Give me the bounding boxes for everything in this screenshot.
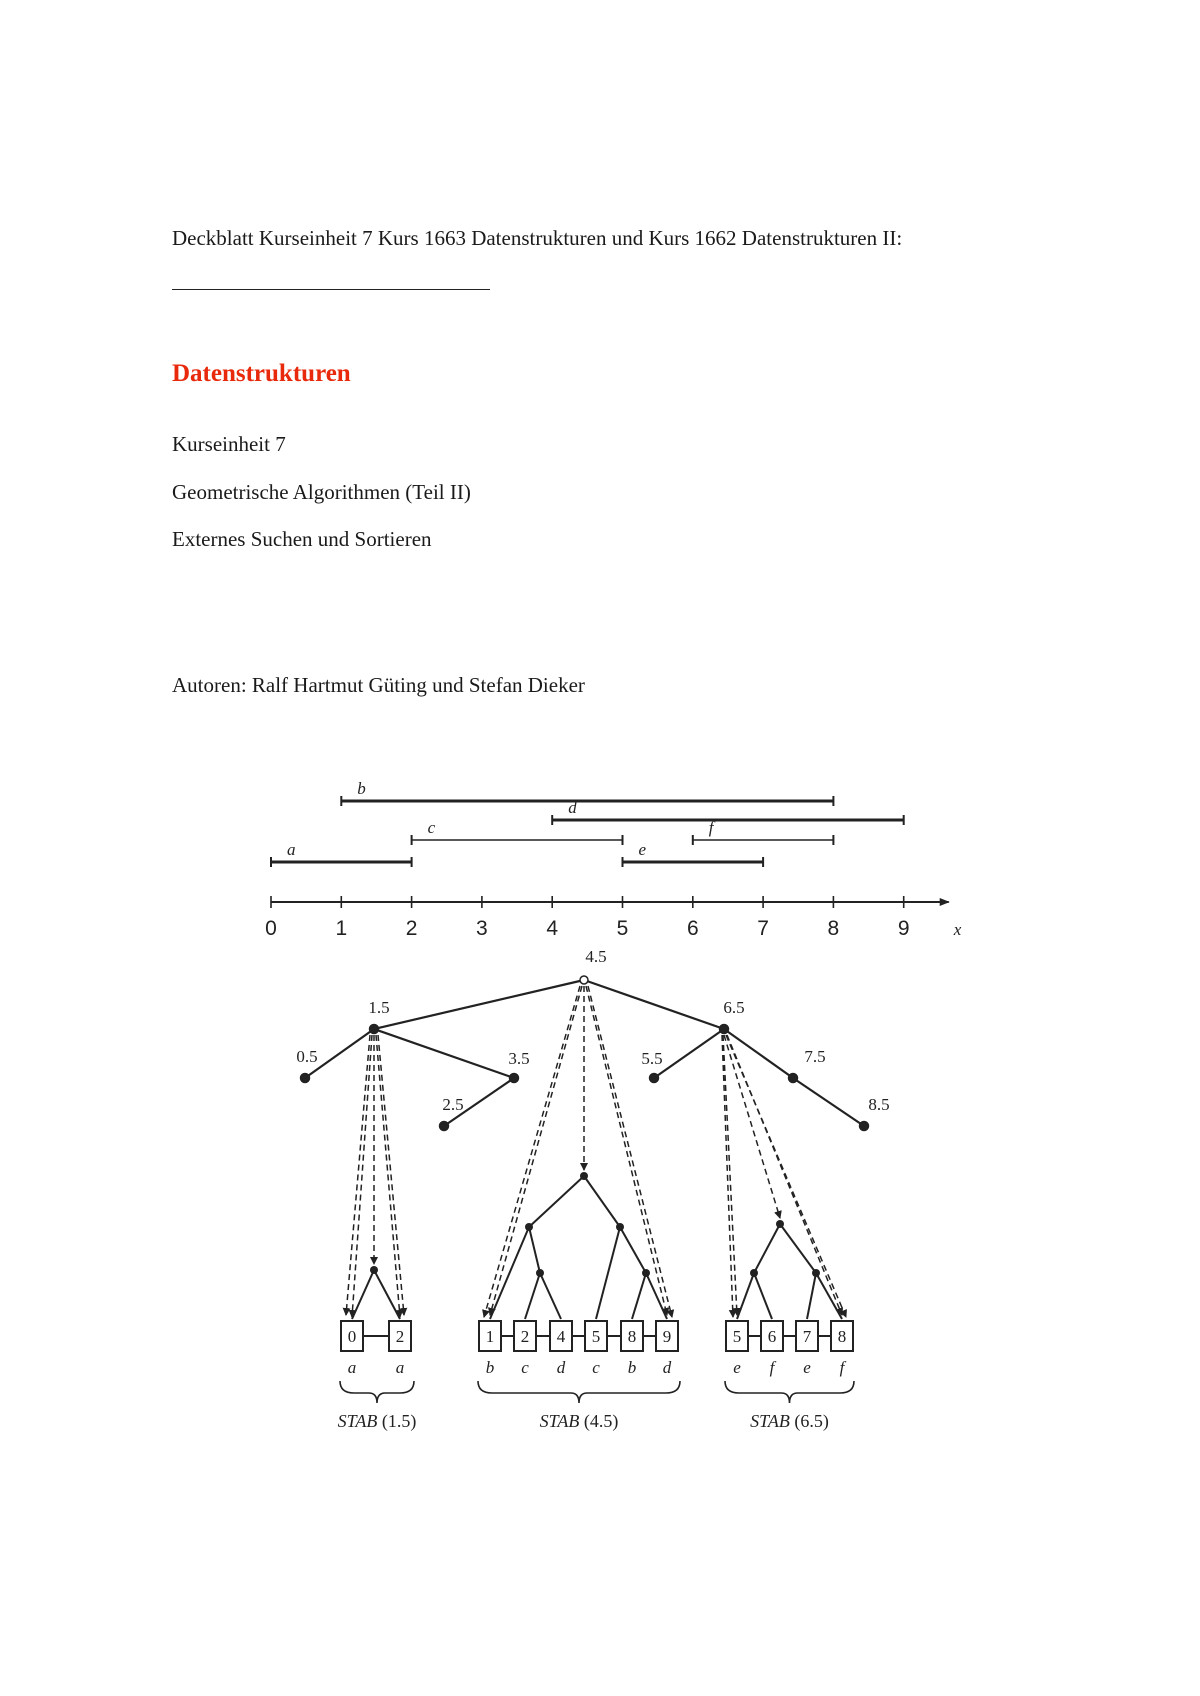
stab-caption-name: STAB bbox=[750, 1411, 790, 1431]
stab-tree-edge bbox=[490, 1227, 529, 1319]
stab-pointer bbox=[722, 1035, 733, 1317]
stab-caption-name: STAB bbox=[539, 1411, 580, 1431]
stab-interval-label: c bbox=[521, 1358, 529, 1377]
stab-group-6.5 bbox=[722, 1035, 854, 1432]
tree-node bbox=[510, 1074, 519, 1083]
stab-box-label: 4 bbox=[556, 1327, 566, 1346]
stab-box-label: 1 bbox=[485, 1327, 495, 1346]
stab-caption bbox=[750, 1411, 829, 1432]
interval-set bbox=[271, 779, 904, 867]
tree-node bbox=[789, 1074, 798, 1083]
stab-box-label: 2 bbox=[395, 1327, 405, 1346]
stab-tree-edge bbox=[632, 1273, 646, 1319]
interval-f bbox=[693, 818, 834, 845]
tree-node-label: 6.5 bbox=[723, 998, 745, 1017]
stab-tree-edge bbox=[754, 1224, 780, 1273]
stab-tree-node bbox=[525, 1223, 533, 1231]
stab-pointer bbox=[586, 986, 667, 1315]
axis-tick-label: 9 bbox=[897, 917, 910, 940]
stab-tree-edge bbox=[525, 1273, 540, 1319]
tree-node bbox=[370, 1025, 379, 1034]
stab-interval-label: c bbox=[592, 1358, 600, 1377]
tree-node-label: 5.5 bbox=[641, 1049, 663, 1068]
stab-pointer bbox=[376, 1035, 400, 1317]
stab-box-label: 2 bbox=[520, 1327, 530, 1346]
stab-tree-node bbox=[536, 1269, 544, 1277]
tree-node bbox=[440, 1122, 449, 1131]
stab-pointer bbox=[378, 1035, 404, 1315]
stab-caption-value: (6.5) bbox=[789, 1411, 829, 1431]
tree-node-label: 4.5 bbox=[585, 947, 607, 966]
stab-caption-value: (1.5) bbox=[377, 1411, 417, 1431]
topic-1: Geometrische Algorithmen (Teil II) bbox=[172, 480, 471, 504]
stab-interval-label: f bbox=[839, 1358, 845, 1377]
stab-pointer bbox=[352, 1035, 372, 1317]
tree-edge bbox=[654, 1029, 724, 1078]
segment-tree bbox=[296, 947, 889, 1131]
stab-box-label: 5 bbox=[591, 1327, 601, 1346]
stab-caption bbox=[540, 1411, 619, 1432]
tree-edge bbox=[374, 1029, 514, 1078]
stab-lists bbox=[338, 986, 854, 1432]
stab-tree-node bbox=[580, 1172, 588, 1180]
stab-caption-name: STAB bbox=[337, 1411, 378, 1431]
axis-tick-label: 4 bbox=[546, 917, 559, 940]
stab-tree-node bbox=[812, 1269, 820, 1277]
stab-interval-label: e bbox=[803, 1358, 811, 1377]
stab-group-1.5 bbox=[338, 1035, 417, 1432]
interval-label: a bbox=[287, 840, 296, 859]
tree-node bbox=[650, 1074, 659, 1083]
stab-tree-edge bbox=[754, 1273, 772, 1319]
interval-label: d bbox=[568, 798, 577, 817]
interval-label: f bbox=[708, 818, 714, 837]
stab-pointer bbox=[484, 986, 580, 1317]
cover-line: Deckblatt Kurseinheit 7 Kurs 1663 Datenstrukturen und Kurs 1662 Datenstrukturen II: bbox=[172, 226, 903, 250]
stab-box-label: 5 bbox=[732, 1327, 742, 1346]
axis-tick-label: 8 bbox=[827, 917, 840, 940]
tree-node-label: 2.5 bbox=[442, 1095, 464, 1114]
stab-caption bbox=[338, 1411, 417, 1432]
stab-tree-node bbox=[616, 1223, 624, 1231]
stab-brace bbox=[725, 1381, 854, 1403]
stab-tree-node bbox=[642, 1269, 650, 1277]
stab-tree-edge bbox=[807, 1273, 816, 1319]
axis-tick-label: 0 bbox=[265, 917, 277, 940]
interval-c bbox=[412, 818, 623, 845]
stab-tree-edge bbox=[780, 1224, 816, 1273]
axis-tick-label: 3 bbox=[476, 917, 488, 940]
stab-tree-edge bbox=[540, 1273, 561, 1319]
tree-node-label: 8.5 bbox=[868, 1095, 890, 1114]
stab-tree-node bbox=[776, 1220, 784, 1228]
tree-node bbox=[301, 1074, 310, 1083]
stab-tree-edge bbox=[529, 1227, 540, 1273]
stab-pointer bbox=[490, 986, 582, 1315]
tree-node-label: 1.5 bbox=[368, 998, 390, 1017]
stab-box-label: 7 bbox=[802, 1327, 812, 1346]
stab-box-label: 8 bbox=[627, 1327, 637, 1346]
tree-edge bbox=[584, 980, 724, 1029]
stab-tree-edge bbox=[596, 1227, 620, 1319]
stab-interval-label: a bbox=[347, 1358, 357, 1377]
interval-a bbox=[271, 840, 412, 867]
stab-box-label: 0 bbox=[347, 1327, 357, 1346]
stab-tree-edge bbox=[620, 1227, 646, 1273]
stab-tree-node bbox=[370, 1266, 378, 1274]
stab-tree-edge bbox=[646, 1273, 667, 1319]
interval-label: e bbox=[638, 840, 647, 859]
stab-tree-node bbox=[750, 1269, 758, 1277]
stab-box-label: 9 bbox=[662, 1327, 672, 1346]
axis-tick-label: 7 bbox=[757, 917, 769, 940]
axis-tick-label: 6 bbox=[686, 917, 699, 940]
axis-tick-label: 2 bbox=[405, 917, 418, 940]
stab-tree-edge bbox=[529, 1176, 584, 1227]
course-unit: Kurseinheit 7 bbox=[172, 432, 286, 456]
tree-node bbox=[720, 1025, 729, 1034]
stab-interval-label: e bbox=[733, 1358, 741, 1377]
tree-node-label: 7.5 bbox=[804, 1047, 826, 1066]
stab-tree-edge bbox=[737, 1273, 754, 1319]
stab-box-label: 6 bbox=[767, 1327, 777, 1346]
stab-tree-edge bbox=[816, 1273, 842, 1319]
topic-2: Externes Suchen und Sortieren bbox=[172, 527, 432, 551]
interval-b bbox=[341, 779, 833, 806]
axis-tick-label: 1 bbox=[335, 917, 348, 940]
stab-interval-label: d bbox=[556, 1358, 566, 1377]
stab-pointer bbox=[723, 1035, 737, 1315]
tree-node-label: 0.5 bbox=[296, 1047, 318, 1066]
tree-node-label: 3.5 bbox=[508, 1049, 530, 1068]
authors: Autoren: Ralf Hartmut Güting und Stefan Dieker bbox=[172, 673, 585, 697]
tree-node bbox=[860, 1122, 869, 1131]
stab-interval-label: b bbox=[627, 1358, 637, 1377]
document-title: Datenstrukturen bbox=[172, 360, 351, 387]
tree-edge bbox=[374, 980, 584, 1029]
stab-brace bbox=[340, 1381, 414, 1403]
stab-interval-label: b bbox=[485, 1358, 495, 1377]
stab-pointer bbox=[727, 1035, 842, 1315]
number-axis bbox=[265, 896, 962, 940]
interval-label: c bbox=[427, 818, 436, 837]
stab-tree-edge bbox=[584, 1176, 620, 1227]
stab-pointer bbox=[346, 1035, 370, 1315]
stab-interval-label: a bbox=[395, 1358, 405, 1377]
stab-pointer bbox=[588, 986, 672, 1317]
stab-interval-label: d bbox=[662, 1358, 672, 1377]
stab-interval-label: f bbox=[769, 1358, 775, 1377]
stab-caption-value: (4.5) bbox=[579, 1411, 619, 1431]
tree-edge bbox=[793, 1078, 864, 1126]
tree-node bbox=[580, 976, 588, 984]
axis-tick-label: 5 bbox=[616, 917, 629, 940]
stab-brace bbox=[478, 1381, 680, 1403]
axis-variable-label: x bbox=[953, 920, 962, 939]
stab-box-label: 8 bbox=[837, 1327, 847, 1346]
interval-label: b bbox=[357, 779, 366, 798]
